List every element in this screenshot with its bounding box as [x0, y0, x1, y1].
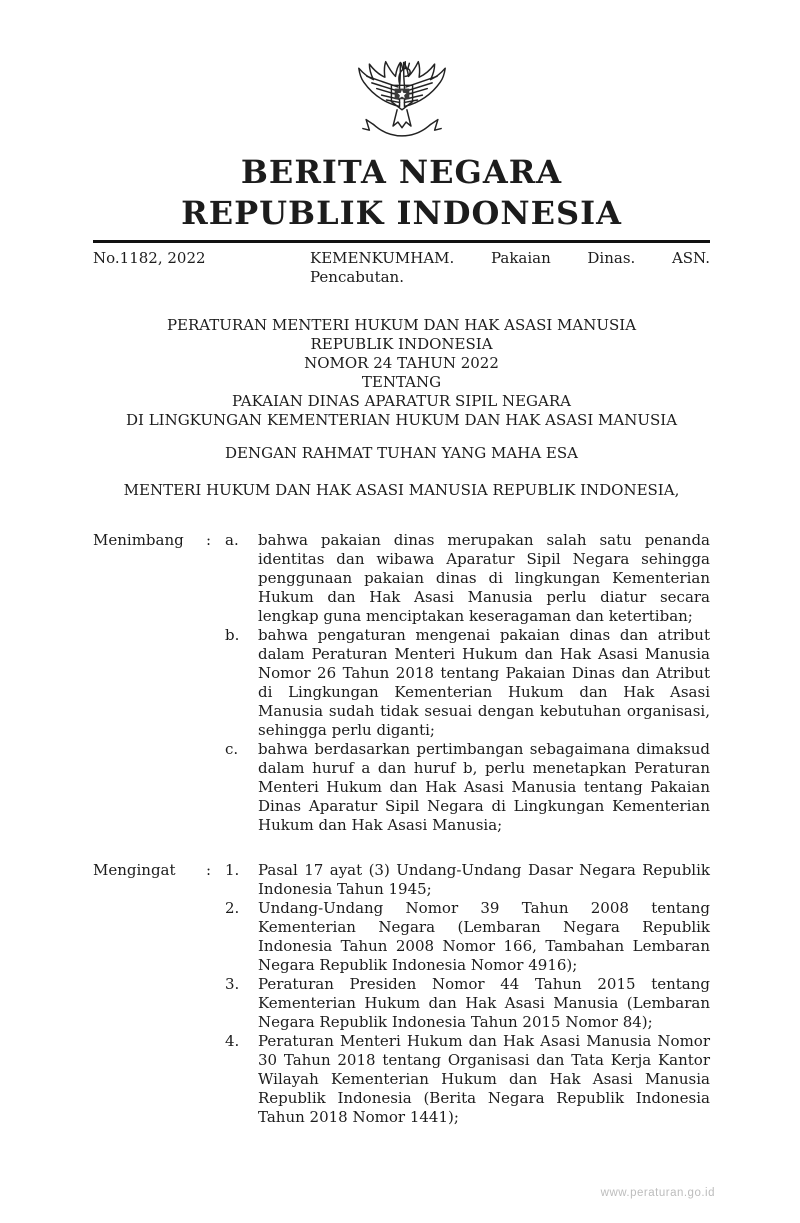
official-title-line: MENTERI HUKUM DAN HAK ASASI MANUSIA REPUBLIK INDONESIA, [123, 481, 680, 499]
issue-number: No.1182, 2022 [93, 249, 206, 267]
regulation-title-line: REPUBLIK INDONESIA [310, 335, 493, 353]
considering-item-text: bahwa berdasarkan pertimbangan sebagaimana dimaksud dalam huruf a dan huruf b, perlu menetapkan Peraturan Menteri Hukum dan Hak Asasi Manusia tentang Pakaian Dinas Aparatur Sipil Negara di Lingkungan Kementerian Hukum dan Hak Asasi Manusia; [258, 740, 710, 834]
recalling-item-marker: 2. [225, 899, 240, 917]
regulation-title-line: DI LINGKUNGAN KEMENTERIAN HUKUM DAN HAK ASASI MANUSIA [125, 411, 678, 429]
masthead-title-line2: REPUBLIK INDONESIA [181, 194, 622, 232]
masthead-title-line1: BERITA NEGARA [240, 153, 563, 191]
recalling-colon: : [206, 861, 212, 879]
garuda-pancasila-icon [349, 52, 455, 148]
regulation-title [93, 316, 710, 430]
considering-item-text: bahwa pakaian dinas merupakan salah satu penanda identitas dan wibawa Aparatur Sipil Negara sehingga penggunaan pakaian dinas di lingkungan Kementerian Hukum dan Hak Asasi Manusia perlu diatur secara lengkap guna menciptakan keseragaman dan ketertiban; [258, 531, 710, 625]
emblem-container [93, 0, 710, 148]
regulation-title-line: NOMOR 24 TAHUN 2022 [304, 354, 499, 372]
issue-subject-line1: KEMENKUMHAM. Pakaian Dinas. ASN. [310, 249, 710, 267]
recalling-item-text: Peraturan Presiden Nomor 44 Tahun 2015 tentang Kementerian Hukum dan Hak Asasi Manusia (Lembaran Negara Republik Indonesia Tahun 2015 Nomor 84); [258, 975, 710, 1031]
recalling-item-text: Peraturan Menteri Hukum dan Hak Asasi Manusia Nomor 30 Tahun 2018 tentang Organisasi dan Tata Kerja Kantor Wilayah Kementerian Hukum dan Hak Asasi Manusia Republik Indonesia (Berita Negara Republik Indonesia Tahun 2018 Nomor 1441); [258, 1032, 710, 1126]
considering-label: Menimbang [93, 531, 184, 549]
regulation-title-line: PERATURAN MENTERI HUKUM DAN HAK ASASI MANUSIA [166, 316, 637, 334]
regulation-title-line: TENTANG [361, 373, 442, 391]
issue-subject [310, 249, 710, 287]
recalling-item-text: Undang-Undang Nomor 39 Tahun 2008 tentang Kementerian Negara (Lembaran Negara Republik Indonesia Tahun 2008 Nomor 166, Tambahan Lembaran Negara Republik Indonesia Nomor 4916); [258, 899, 710, 974]
considering-item-marker: b. [225, 626, 240, 644]
invocation-line: DENGAN RAHMAT TUHAN YANG MAHA ESA [225, 444, 578, 462]
masthead [93, 152, 710, 234]
considering-colon: : [206, 531, 212, 549]
regulation-title-line: PAKAIAN DINAS APARATUR SIPIL NEGARA [232, 392, 571, 410]
considering-item-marker: c. [225, 740, 239, 758]
issue-meta-row [93, 249, 710, 287]
recalling-item-marker: 4. [225, 1032, 240, 1050]
considering-item-marker: a. [225, 531, 239, 549]
recalling-item-marker: 1. [225, 861, 240, 879]
considering-section [93, 531, 710, 835]
considering-item-text: bahwa pengaturan mengenai pakaian dinas dan atribut dalam Peraturan Menteri Hukum dan Hak Asasi Manusia Nomor 26 Tahun 2018 tentang Pakaian Dinas dan Atribut di Lingkungan Kementerian Hukum dan Hak Asasi Manusia sudah tidak sesuai dengan kebutuhan organisasi, sehingga perlu diganti; [258, 626, 710, 739]
site-watermark: www.peraturan.go.id [600, 1187, 715, 1199]
issue-subject-line2: Pencabutan. [310, 268, 404, 286]
recalling-item-marker: 3. [225, 975, 240, 993]
recalling-item-text: Pasal 17 ayat (3) Undang-Undang Dasar Negara Republik Indonesia Tahun 1945; [258, 861, 710, 898]
masthead-divider [93, 240, 710, 243]
recalling-section [93, 861, 710, 1127]
recalling-label: Mengingat [93, 861, 176, 879]
